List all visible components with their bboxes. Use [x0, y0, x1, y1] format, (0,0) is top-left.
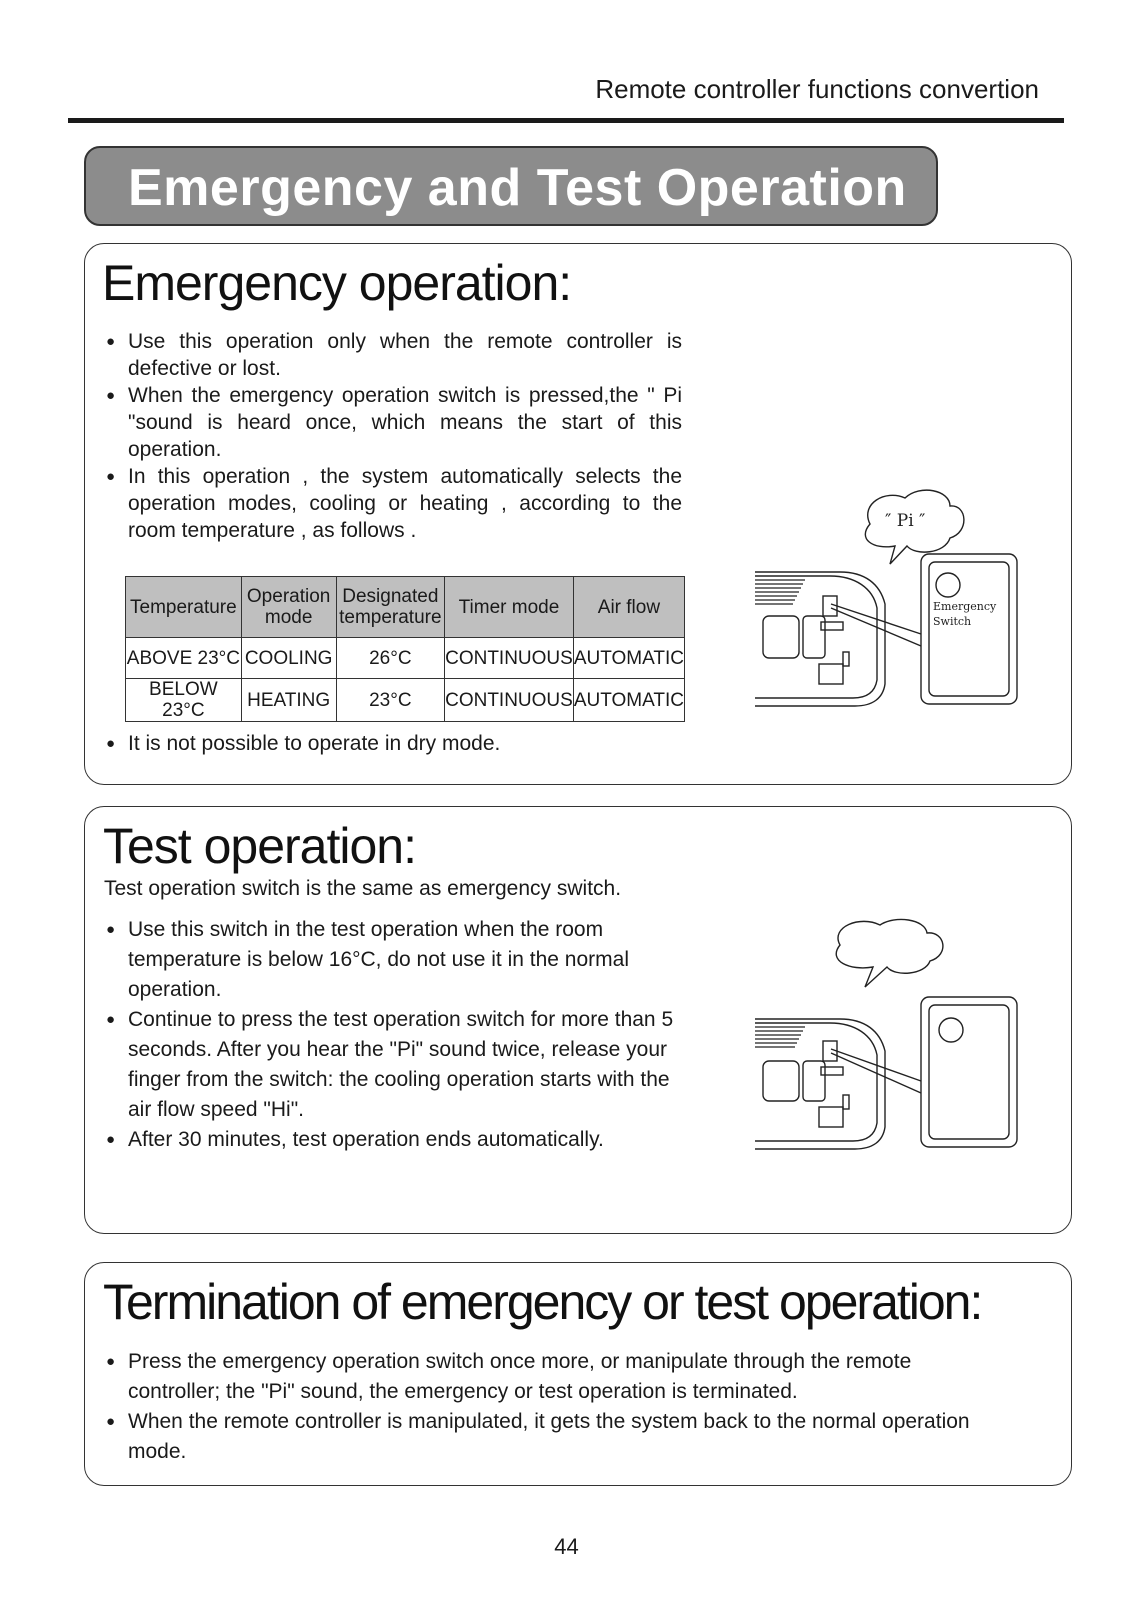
table-header-row: [126, 577, 685, 638]
table-row: [126, 638, 685, 679]
emergency-heading: Emergency operation:: [102, 255, 572, 311]
table-cell: CONTINUOUS: [445, 679, 574, 722]
termination-heading: Termination of emergency or test operation:: [103, 1274, 982, 1330]
list-item: ● When the emergency operation switch is pressed,the " Pi "sound is heard once, which means the start of this operation.: [106, 382, 682, 463]
list-item: ● After 30 minutes, test operation ends automatically.: [106, 1125, 686, 1155]
test-heading: Test operation:: [103, 818, 416, 874]
test-panel: [84, 806, 1072, 1234]
list-item: ● In this operation , the system automatically selects the operation modes, cooling or heating , according to the room temperature , as follows .: [106, 463, 682, 544]
test-intro: Test operation switch is the same as emergency switch.: [104, 877, 622, 900]
page-number: 44: [554, 1534, 579, 1559]
mode-table: [125, 576, 685, 722]
emergency-switch-figure: [745, 484, 1035, 714]
termination-panel: [84, 1262, 1072, 1486]
table-cell: HEATING: [241, 679, 336, 722]
emergency-note: [106, 730, 500, 757]
table-cell: CONTINUOUS: [445, 638, 574, 679]
speech-bubble: [836, 919, 943, 987]
emergency-bullets: [106, 328, 682, 544]
table-cell: BELOW 23°C: [126, 679, 242, 722]
bubble-text: ″ Pi ″: [885, 511, 926, 531]
list-item: ● Use this switch in the test operation when the room temperature is below 16°C, do not use it in the normal operation.: [106, 915, 686, 1005]
list-item: ● It is not possible to operate in dry mode.: [106, 730, 500, 757]
table-header: Operation mode: [241, 577, 336, 638]
table-cell: AUTOMATIC: [573, 638, 684, 679]
table-row: [126, 679, 685, 722]
termination-bullets: [106, 1347, 1006, 1467]
table-header: Air flow: [573, 577, 684, 638]
emergency-switch-label: Emergency Switch: [933, 600, 997, 628]
list-item: ● When the remote controller is manipulated, it gets the system back to the normal operation mode.: [106, 1407, 1006, 1467]
table-header: Timer mode: [445, 577, 574, 638]
list-item: ● Use this operation only when the remote controller is defective or lost.: [106, 328, 682, 382]
header-rule: [68, 118, 1064, 123]
test-bullets: [106, 915, 686, 1155]
list-item: ● Continue to press the test operation switch for more than 5 seconds. After you hear the "Pi" sound twice, release your finger from the switch: the cooling operation starts with the air flow speed "Hi".: [106, 1005, 686, 1125]
title-banner: [84, 146, 938, 226]
table-cell: ABOVE 23°C: [126, 638, 242, 679]
table-header: Temperature: [126, 577, 242, 638]
table-cell: AUTOMATIC: [573, 679, 684, 722]
page-title: Emergency and Test Operation: [128, 159, 907, 217]
table-header: Designated temperature: [336, 577, 445, 638]
running-header: Remote controller functions convertion: [595, 74, 1039, 104]
table-cell: 23°C: [336, 679, 445, 722]
table-cell: 26°C: [336, 638, 445, 679]
emergency-panel: [84, 243, 1072, 785]
list-item: ● Press the emergency operation switch once more, or manipulate through the remote controller; the "Pi" sound, the emergency or test operation is terminated.: [106, 1347, 1006, 1407]
table-cell: COOLING: [241, 638, 336, 679]
test-switch-figure: [745, 915, 1035, 1155]
